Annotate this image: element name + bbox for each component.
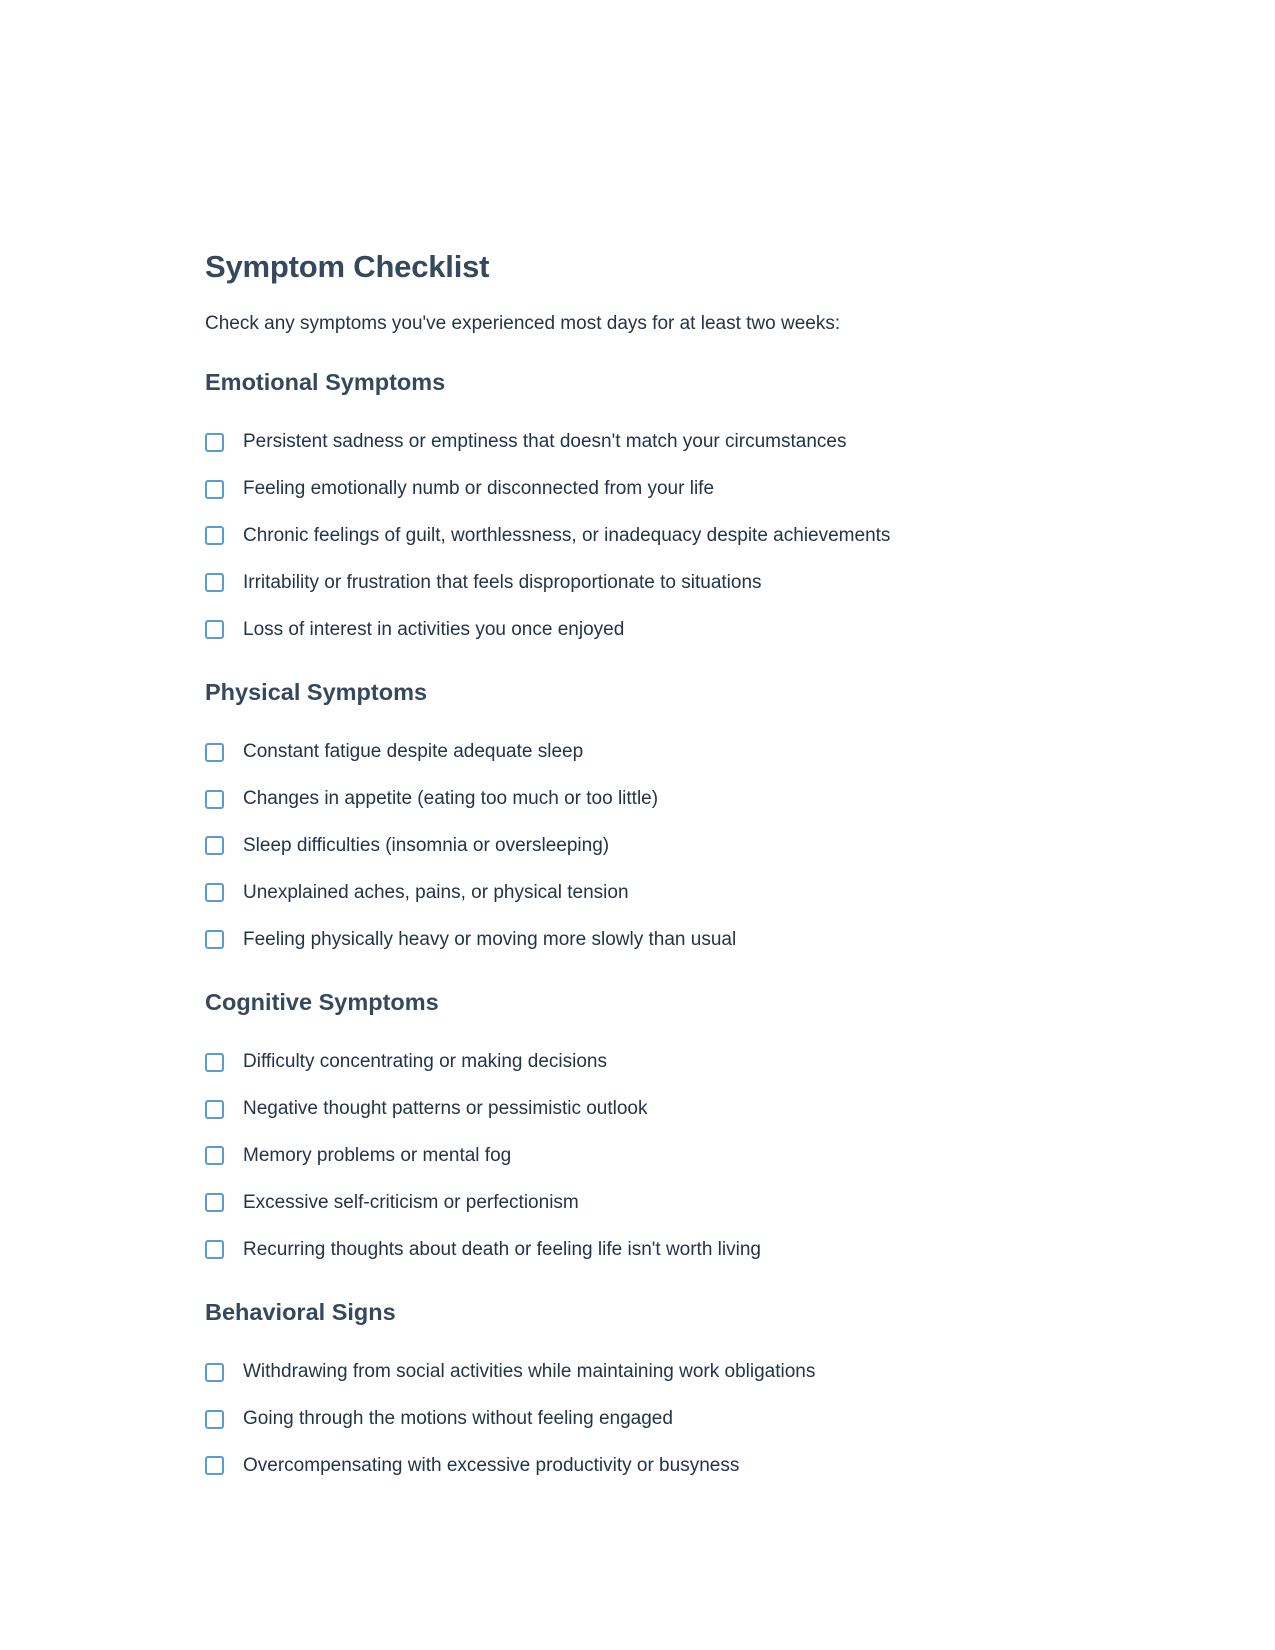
checklist (205, 419, 1105, 653)
checklist-item-label: Difficulty concentrating or making decisions (243, 1051, 607, 1073)
checklist-item[interactable] (205, 823, 1105, 870)
checklist-item[interactable] (205, 513, 1105, 560)
checkbox[interactable] (205, 620, 224, 639)
checkbox[interactable] (205, 1410, 224, 1429)
checklist-item-label: Changes in appetite (eating too much or too little) (243, 788, 659, 810)
checklist (205, 729, 1105, 963)
checkbox[interactable] (205, 1193, 224, 1212)
checklist-item-label: Sleep difficulties (insomnia or oversleeping) (243, 834, 610, 856)
section-cognitive (205, 985, 1105, 1273)
checklist-item[interactable] (205, 1349, 1105, 1396)
checkbox[interactable] (205, 883, 224, 902)
checkbox[interactable] (205, 1100, 224, 1119)
checklist-item-label: Unexplained aches, pains, or physical tension (243, 881, 629, 903)
checklist-item-label: Recurring thoughts about death or feeling life isn't worth living (243, 1238, 761, 1260)
checklist-item-label: Persistent sadness or emptiness that doesn't match your circumstances (243, 431, 847, 453)
checklist-item-label: Constant fatigue despite adequate sleep (243, 741, 584, 763)
sections-container (205, 365, 1105, 1489)
checklist-item-label: Feeling physically heavy or moving more slowly than usual (243, 928, 737, 950)
checkbox[interactable] (205, 930, 224, 949)
checklist-document (205, 245, 1105, 1489)
checkbox[interactable] (205, 480, 224, 499)
checkbox[interactable] (205, 526, 224, 545)
checklist-item[interactable] (205, 1179, 1105, 1226)
checklist-item[interactable] (205, 916, 1105, 963)
checklist (205, 1039, 1105, 1273)
checklist-item-label: Withdrawing from social activities while maintaining work obligations (243, 1361, 816, 1383)
checkbox[interactable] (205, 743, 224, 762)
section-heading: Cognitive Symptoms (205, 988, 439, 1015)
page-title: Symptom Checklist (205, 249, 490, 284)
checkbox[interactable] (205, 433, 224, 452)
section-behavioral (205, 1295, 1105, 1489)
checklist-item-label: Irritability or frustration that feels disproportionate to situations (243, 571, 762, 593)
checklist-item[interactable] (205, 1039, 1105, 1086)
checklist-item[interactable] (205, 1226, 1105, 1273)
checkbox[interactable] (205, 1240, 224, 1259)
checklist-item-label: Chronic feelings of guilt, worthlessness, or inadequacy despite achievements (243, 524, 891, 546)
checklist-item[interactable] (205, 1443, 1105, 1490)
checklist-item-label: Negative thought patterns or pessimistic outlook (243, 1098, 648, 1120)
checkbox[interactable] (205, 1456, 224, 1475)
checklist-item[interactable] (205, 1396, 1105, 1443)
checklist-item-label: Overcompensating with excessive productivity or busyness (243, 1454, 740, 1476)
checklist-item-label: Loss of interest in activities you once enjoyed (243, 618, 625, 640)
section-emotional (205, 365, 1105, 653)
checklist-item[interactable] (205, 606, 1105, 653)
checklist-item[interactable] (205, 776, 1105, 823)
checkbox[interactable] (205, 1363, 224, 1382)
checklist-item-label: Going through the motions without feeling engaged (243, 1408, 673, 1430)
intro-text: Check any symptoms you've experienced most days for at least two weeks: (205, 313, 841, 334)
checklist-item[interactable] (205, 559, 1105, 606)
checklist-item-label: Memory problems or mental fog (243, 1144, 512, 1166)
section-physical (205, 675, 1105, 963)
checklist-item[interactable] (205, 729, 1105, 776)
section-heading: Emotional Symptoms (205, 369, 446, 395)
checkbox[interactable] (205, 790, 224, 809)
checklist (205, 1349, 1105, 1489)
checklist-item[interactable] (205, 1133, 1105, 1180)
checkbox[interactable] (205, 1146, 224, 1165)
checklist-item-label: Feeling emotionally numb or disconnected from your life (243, 478, 715, 500)
checklist-item-label: Excessive self-criticism or perfectionism (243, 1191, 579, 1213)
checklist-item[interactable] (205, 1086, 1105, 1133)
section-heading: Physical Symptoms (205, 678, 428, 705)
checkbox[interactable] (205, 836, 224, 855)
checkbox[interactable] (205, 1053, 224, 1072)
checklist-item[interactable] (205, 869, 1105, 916)
checklist-item[interactable] (205, 419, 1105, 466)
section-heading: Behavioral Signs (205, 1298, 396, 1325)
checkbox[interactable] (205, 573, 224, 592)
checklist-item[interactable] (205, 466, 1105, 513)
